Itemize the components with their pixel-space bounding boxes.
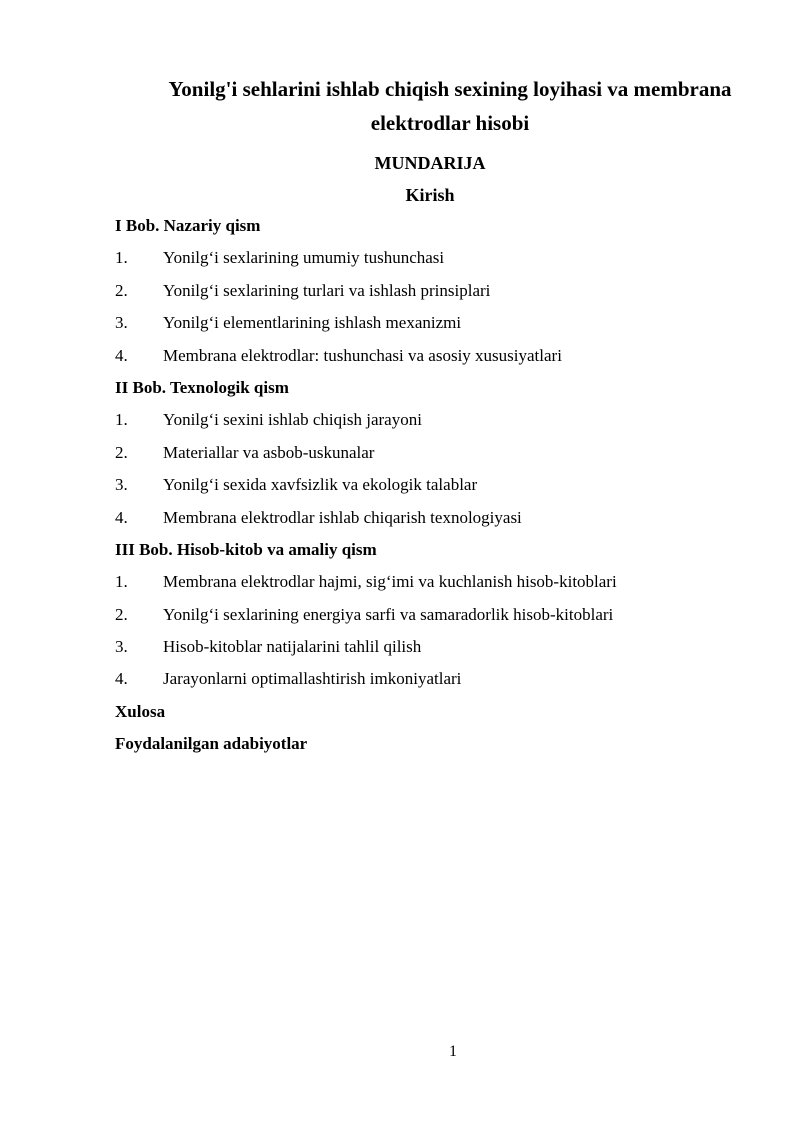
toc-item: 2. Yonilg‘i sexlarining energiya sarfi va samaradorlik hisob-kitoblari	[115, 604, 614, 624]
toc-item: 2. Materiallar va asbob-uskunalar	[115, 442, 375, 462]
chapter-3-title: III Bob. Hisob-kitob va amaliy qism	[115, 539, 377, 559]
chapter-1-title: I Bob. Nazariy qism	[115, 216, 261, 235]
table-of-contents	[115, 215, 755, 766]
document-title: Yonilg'i sehlarini ishlab chiqish sexining loyihasi va membrana elektrodlar hisobi	[168, 77, 732, 135]
toc-item: 4. Membrana elektrodlar ishlab chiqarish texnologiyasi	[115, 507, 522, 527]
toc-item: 3. Hisob-kitoblar natijalarini tahlil qilish	[115, 637, 422, 657]
toc-item: 1. Yonilg‘i sexini ishlab chiqish jarayoni	[115, 410, 422, 430]
toc-item: 4. Membrana elektrodlar: tushunchasi va asosiy xususiyatlari	[115, 345, 562, 365]
intro-heading: Kirish	[405, 185, 455, 205]
page-number: 1	[449, 1043, 457, 1060]
toc-item: 2. Yonilg‘i sexlarining turlari va ishlash prinsiplari	[115, 280, 491, 300]
references-heading: Foydalanilgan adabiyotlar	[115, 734, 308, 754]
conclusion-heading: Xulosa	[115, 701, 166, 721]
chapter-2-title: II Bob. Texnologik qism	[115, 377, 289, 397]
contents-heading: MUNDARIJA	[374, 153, 486, 173]
toc-item: 3. Yonilg‘i sexida xavfsizlik va ekologik talablar	[115, 475, 478, 495]
toc-item: 3. Yonilg‘i elementlarining ishlash mexanizmi	[115, 313, 462, 333]
toc-item: 1. Yonilg‘i sexlarining umumiy tushunchasi	[115, 248, 445, 268]
toc-item: 1. Membrana elektrodlar hajmi, sig‘imi va kuchlanish hisob-kitoblari	[115, 572, 617, 592]
toc-item: 4. Jarayonlarni optimallashtirish imkoniyatlari	[115, 669, 462, 689]
